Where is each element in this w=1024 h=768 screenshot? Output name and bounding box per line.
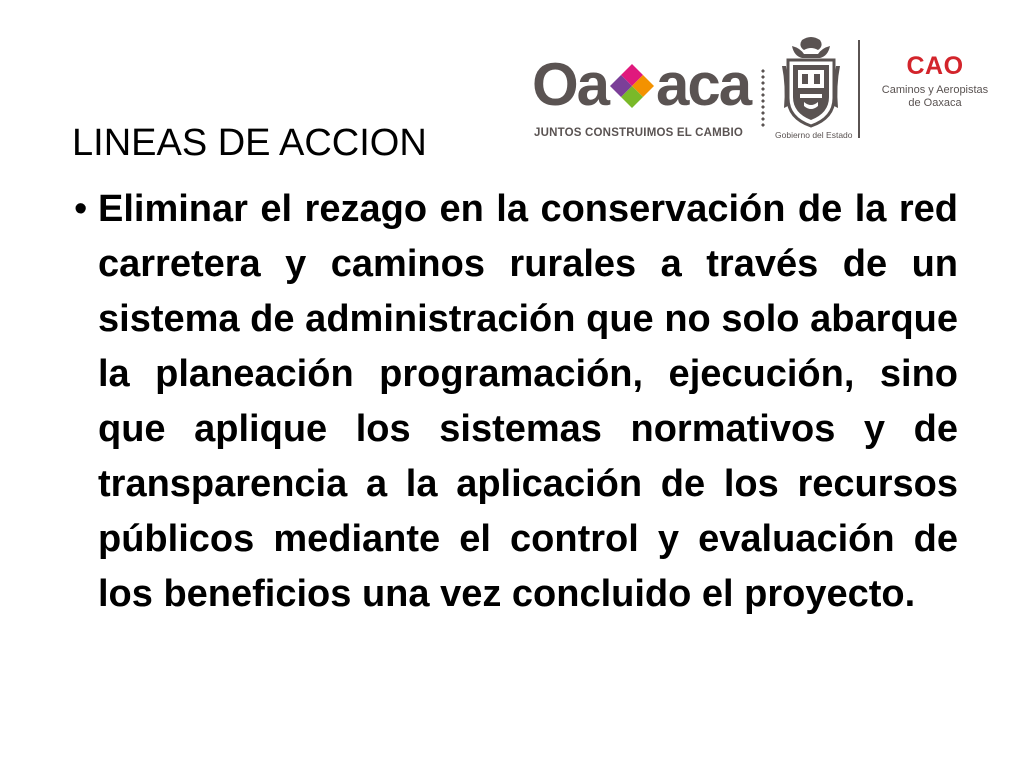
cao-title: CAO: [906, 52, 964, 80]
oaxaca-tagline: JUNTOS CONSTRUIMOS EL CAMBIO: [534, 127, 743, 139]
oaxaca-wordmark: Oa aca: [532, 51, 751, 118]
oaxaca-x-mark-icon: [609, 62, 655, 108]
list-item: [74, 182, 958, 622]
cao-logo: [870, 52, 1000, 110]
bullet-list: [74, 182, 958, 622]
logo-solid-divider: [858, 40, 860, 138]
oaxaca-logo: [530, 50, 755, 145]
state-seal-icon: [780, 36, 842, 128]
cao-subtitle: Caminos y Aeropistas de Oaxaca: [881, 84, 989, 109]
logo-dotted-divider: [761, 68, 765, 128]
bullet-dot-icon: •: [74, 188, 88, 230]
slide-heading: LINEAS DE ACCION: [72, 122, 427, 164]
bullet-text: Eliminar el rezago en la conservación de la red carretera y caminos rurales a través de un sistema de administración que no solo abarque la planeación programación, ejecución, sino que aplique los sistemas normativos y de transparencia a la aplicación de los recursos públicos mediante el control y evaluación de los beneficios una vez concluido el proyecto.: [98, 188, 958, 615]
seal-caption: Gobierno del Estado: [775, 130, 853, 140]
logo-strip: [530, 30, 1000, 150]
